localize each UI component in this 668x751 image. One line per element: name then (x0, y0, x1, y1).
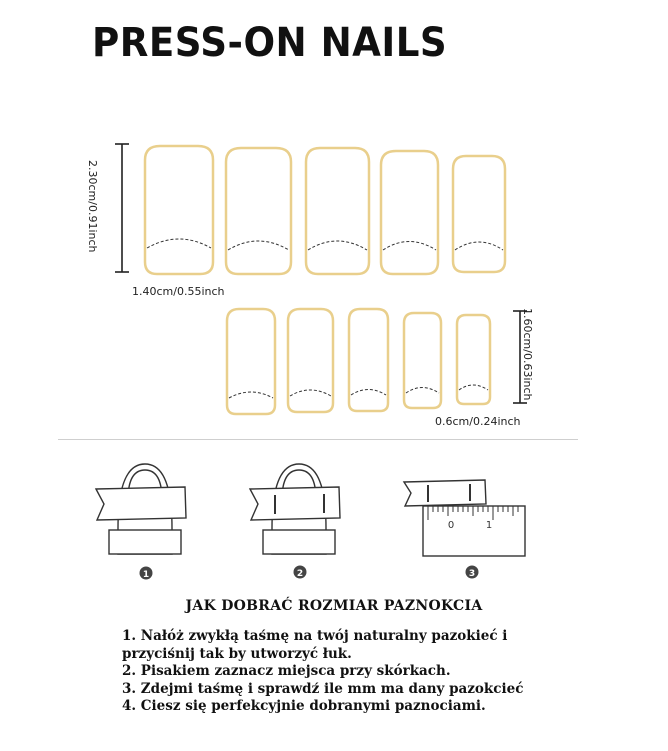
large-width-label: 1.40cm/0.55inch (132, 285, 225, 298)
step-3-illustration (404, 480, 525, 556)
svg-text:3: 3 (468, 569, 476, 579)
nail-shape (453, 156, 505, 272)
instruction-line: 4. Ciesz się perfekcyjnie dobranymi paznociami. (122, 698, 486, 714)
large-height-dimension (115, 144, 129, 272)
measuring-steps-illustration (0, 440, 668, 590)
instruction-list (122, 628, 523, 716)
ruler-tick-1: 1 (485, 520, 493, 531)
step-marker-2 (294, 566, 307, 580)
small-height-label: 1.60cm/0.63inch (521, 308, 534, 401)
large-nail-cuticle-lines (147, 239, 503, 250)
nail-shape (306, 148, 369, 274)
instruction-line: 2. Pisakiem zaznacz miejsca przy skórkach. (122, 663, 451, 679)
page-title: PRESS-ON NAILS (92, 20, 448, 66)
svg-text:1: 1 (142, 570, 150, 580)
step-marker-3 (466, 566, 479, 580)
svg-text:2: 2 (296, 569, 304, 579)
nail-shape (145, 146, 213, 274)
small-nail-cuticle-lines (229, 385, 488, 398)
nail-shape (288, 309, 333, 412)
instruction-line: 1. Nałóż zwykłą taśmę na twój naturalny pazokieć i (122, 628, 508, 644)
small-width-label: 0.6cm/0.24inch (435, 415, 521, 428)
large-nails-row (145, 146, 505, 274)
nail-shape (226, 148, 291, 274)
ruler-tick-0: 0 (447, 520, 455, 531)
instruction-line: 3. Zdejmi taśmę i sprawdź ile mm ma dany pazokcieć (122, 680, 524, 697)
small-nails-row (227, 309, 490, 414)
large-height-label: 2.30cm/0.91inch (86, 160, 99, 253)
size-guide-heading: JAK DOBRAĆ ROZMIAR PAZNOKCIA (185, 598, 483, 614)
nail-shape (404, 313, 441, 408)
nail-shape (227, 309, 275, 414)
step-1-illustration (96, 464, 186, 554)
nail-shape (381, 151, 438, 274)
step-2-illustration (250, 464, 340, 554)
step-marker-1 (140, 567, 153, 581)
nail-shape (349, 309, 388, 411)
instruction-line: przyciśnij tak by utworzyć łuk. (122, 645, 352, 662)
nail-shape (457, 315, 490, 404)
